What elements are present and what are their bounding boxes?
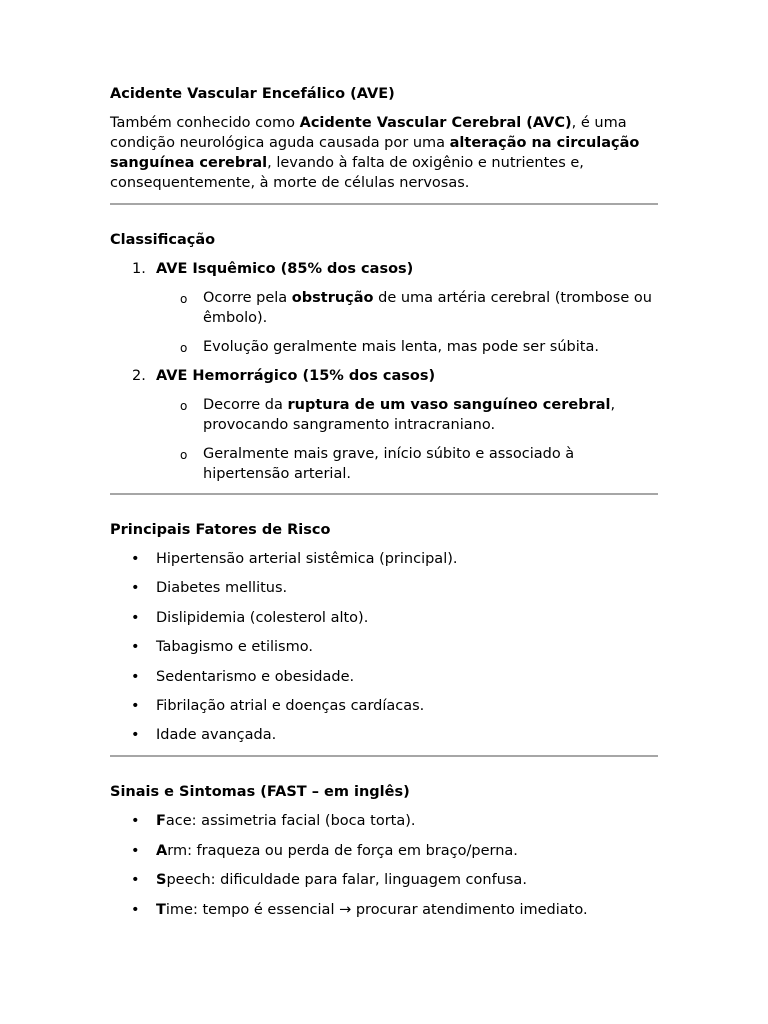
sub-text-1: Ocorre pela xyxy=(203,290,292,306)
sub-text-1: Evolução geralmente mais lenta, mas pode ser súbita. xyxy=(203,339,599,355)
sub-bold: ruptura de um vaso sanguíneo cerebral xyxy=(287,397,611,413)
list-item xyxy=(110,637,658,657)
list-item xyxy=(110,725,658,745)
intro-text-1: Também conhecido como xyxy=(110,115,300,131)
bullet-icon: • xyxy=(131,842,140,859)
sub-list xyxy=(156,288,658,357)
intro-bold-2: alteração na circulação sanguínea cerebral xyxy=(110,135,640,171)
classification-list xyxy=(110,259,658,484)
bullet-icon: • xyxy=(131,639,140,656)
sub-text-1: Geralmente mais grave, início súbito e associado à hipertensão arterial. xyxy=(203,446,575,482)
sub-item-text xyxy=(203,337,658,357)
list-item-text: Diabetes mellitus. xyxy=(156,580,288,597)
list-item xyxy=(110,578,658,598)
sub-list xyxy=(156,395,658,484)
sub-list-item xyxy=(156,337,658,357)
sub-list-item xyxy=(156,288,658,328)
sub-bullet-icon: o xyxy=(180,292,188,306)
sub-text-1: Decorre da xyxy=(203,397,288,413)
bullet-icon: • xyxy=(131,901,140,918)
intro-text-3: , levando à falta de oxigênio e nutrientes e, consequentemente, à morte de células nervosas. xyxy=(110,155,584,191)
classification-label: AVE Hemorrágico (15% dos casos) xyxy=(156,368,436,384)
section-title-fatores: Principais Fatores de Risco xyxy=(110,522,331,538)
divider xyxy=(110,203,658,205)
fast-letter: S xyxy=(156,872,167,889)
list-item-text: ace: assimetria facial (boca torta). xyxy=(165,813,416,830)
section-title-sintomas: Sinais e Sintomas (FAST – em inglês) xyxy=(110,784,410,801)
bullet-icon: • xyxy=(131,872,140,889)
intro-bold-1: Acidente Vascular Cerebral (AVC) xyxy=(299,115,572,131)
divider xyxy=(110,755,658,757)
list-item-text: rm: fraqueza ou perda de força em braço/perna. xyxy=(167,842,518,859)
sub-bullet-icon: o xyxy=(180,399,188,413)
sub-item-text xyxy=(203,444,658,484)
sub-bold: obstrução xyxy=(291,290,374,306)
intro-text-2: , é uma condição neurológica aguda causada por uma xyxy=(110,115,627,151)
sub-list-item xyxy=(156,444,658,484)
list-item xyxy=(110,549,658,569)
list-item-text: Idade avançada. xyxy=(156,727,277,744)
classification-item xyxy=(110,366,658,484)
divider xyxy=(110,493,658,495)
list-item-text: peech: dificuldade para falar, linguagem confusa. xyxy=(166,872,527,889)
list-item xyxy=(110,841,658,861)
bullet-icon: • xyxy=(131,697,140,714)
symptoms-list xyxy=(110,811,658,919)
fast-letter: A xyxy=(156,842,168,859)
list-item xyxy=(110,811,658,831)
list-item xyxy=(110,608,658,628)
document-content xyxy=(110,84,658,920)
item-number: 2. xyxy=(132,368,146,384)
list-item-text: ime: tempo é essencial → procurar atendimento imediato. xyxy=(165,901,588,918)
sub-list-item xyxy=(156,395,658,435)
item-number: 1. xyxy=(132,261,146,277)
sub-bullet-icon: o xyxy=(180,341,188,355)
list-item xyxy=(110,870,658,890)
bullet-icon: • xyxy=(131,813,140,830)
bullet-icon: • xyxy=(131,551,140,567)
sub-item-text xyxy=(203,288,658,328)
classification-item xyxy=(110,259,658,357)
bullet-icon: • xyxy=(131,580,140,597)
section-title-classificacao: Classificação xyxy=(110,232,216,248)
fast-letter: F xyxy=(156,813,166,830)
bullet-icon: • xyxy=(131,727,140,744)
sub-item-text xyxy=(203,395,658,435)
list-item-text: Dislipidemia (colesterol alto). xyxy=(156,609,369,626)
list-item xyxy=(110,667,658,687)
list-item xyxy=(110,696,658,716)
list-item-text: Tabagismo e etilismo. xyxy=(156,639,313,656)
fast-letter: T xyxy=(156,901,166,918)
risk-factors-list xyxy=(110,549,658,745)
document-title: Acidente Vascular Encefálico (AVE) xyxy=(110,86,395,102)
sub-bullet-icon: o xyxy=(180,448,188,462)
intro-paragraph xyxy=(110,113,658,193)
list-item-text: Sedentarismo e obesidade. xyxy=(156,668,355,685)
list-item-text: Fibrilação atrial e doenças cardíacas. xyxy=(156,697,425,714)
bullet-icon: • xyxy=(131,609,140,626)
bullet-icon: • xyxy=(131,668,140,685)
sub-text-2: de uma artéria cerebral (trombose ou êmbolo). xyxy=(203,290,652,326)
classification-label: AVE Isquêmico (85% dos casos) xyxy=(156,261,414,277)
list-item xyxy=(110,900,658,920)
list-item-text: Hipertensão arterial sistêmica (principal). xyxy=(156,551,458,567)
sub-text-2: , provocando sangramento intracraniano. xyxy=(203,397,616,433)
